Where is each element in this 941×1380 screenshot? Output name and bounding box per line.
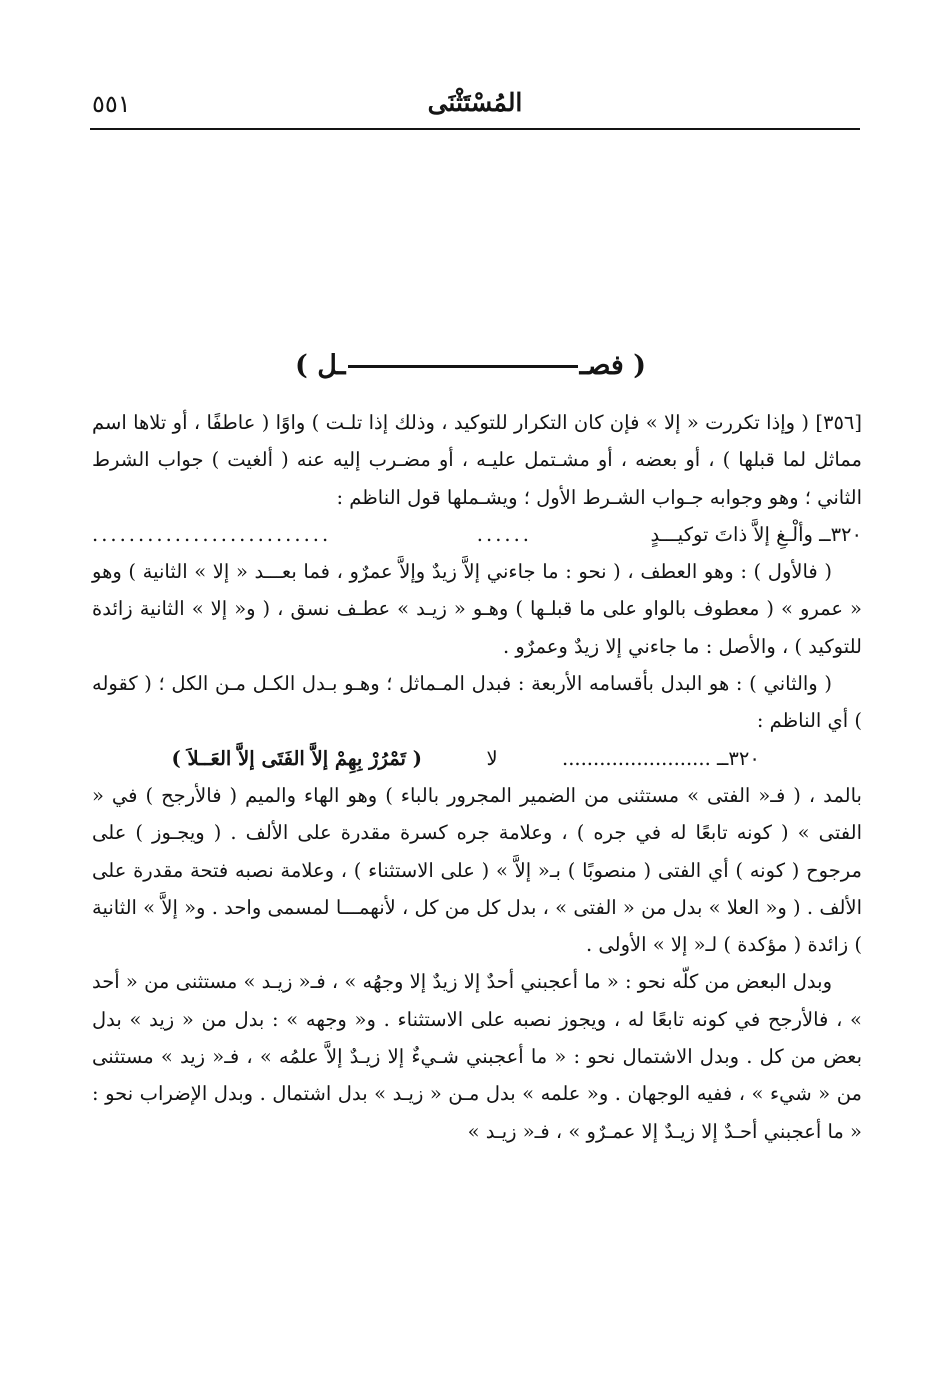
paragraph-explanation: بالمد ، ( فـ« الفتى » مستثنى من الضمير المجرور بالباء ) وهو الهاء والميم ( فالأرجح ) في « الفتى » ( كونه تابعًا له في جره ) ، وعلامة جره كسرة مقدرة على الألف . ( ويجـوز ) على مرجوح ( كونه ) أي الفتى ( منصوبًا ) بـ« إلاَّ » ( على الاستثناء ) ، وعلامة نصبه فتحة مقدرة على الألف . ( و« العلا » بدل من « الفتى » ، بدل كل من كل ، لأنهمـــا لمسمى واحد . و« إلاَّ » الثانية ) زائدة ( مؤكدة ) لـ« إلا » الأولى . <box>92 783 862 957</box>
verse-particle: لا <box>486 746 498 770</box>
running-title: المُسْتَثْنَى <box>427 88 523 117</box>
verse-ellipsis-b: .......................... <box>92 522 332 546</box>
paragraph-356: [٣٥٦] ( وإذا تكررت « إلا » فإن كان التكرار للتوكيد ، وذلك إذا تلـت ) واوًا ( عاطفًا ، أو تلاها اسم مماثل لما قبلها ) ، أو بعضه ، أو مشـتمل عليـه ، أو مضـرب إليه عنه ( ألغيت ) جواب الشرط الثاني ؛ وهو وجوابه جـواب الشـرط الأول ؛ ويشـملها قول الناظم : <box>92 411 862 509</box>
kashida-stroke <box>348 365 578 368</box>
body-text <box>92 404 862 1150</box>
verse-ellipsis: ٣٢٠ــ ........................ <box>562 746 760 770</box>
paragraph-badal: وبدل البعض من كلّه نحو : « ما أعجبني أحدٌ إلا زيدٌ إلا وجهُه » ، فـ« زيـد » مستثنى من « أحد » ، فالأرجح في كونه تابعًا له ، ويجوز نصبه على الاستثناء . و« وجهه » : بدل من « زيد » بدل بعض من كل . وبدل الاشتمال نحو : « ما أعجبني شـيءٌ إلا زيـدٌ إلاَّ علمُه » ، فـ« زيد » مستثنى من « شيء » ، ففيه الوجهان . و« علمه » بدل مـن « زيـد » بدل اشتمال . وبدل الإضراب نحو : « ما أعجبني أحـدٌ إلا زيـدٌ إلا عمـرٌو » ، فـ« زيـد » <box>92 970 862 1143</box>
paragraph-second: ( والثاني ) : هو البدل بأقسامه الأربعة : فبدل المـماثل ؛ وهـو بـدل الكـل مـن الكل ؛ ( كقوله ) أي الناظم : <box>92 672 862 733</box>
verse-320-a <box>92 516 862 553</box>
verse-hemistich: ٣٢٠ــ وألْـغِ إلاَّ ذاتَ توكيـــدٍ <box>650 522 862 546</box>
page-header <box>90 86 860 130</box>
paragraph-first: ( فالأول ) : وهو العطف ، ( نحو : ما جاءني إلاَّ زيدٌ وإلاَّ عمرٌو ، فما بعـــد « إلا » الثانية ) وهو « عمرو » ( معطوف بالواو على ما قبلـها ) وهـو « زيـد » عطـف نسق ، ( و« إلا » الثانية زائدة للتوكيد ) ، والأصل : ما جاءني إلا زيدٌ وعمرٌو . <box>92 560 862 658</box>
verse-320-b <box>92 740 862 777</box>
section-heading-close: ـل ) <box>295 350 346 381</box>
verse-ellipsis-a: ...... <box>476 522 532 546</box>
section-heading <box>0 350 941 381</box>
verse-hemistich: ( تَمْرُرْ بِهِمْ إلاَّ الفَتَى إلاَّ العَــلاَ ) <box>171 746 422 770</box>
section-heading-open: ( فصـ <box>579 350 646 381</box>
page-number: ٥٥١ <box>92 90 131 118</box>
